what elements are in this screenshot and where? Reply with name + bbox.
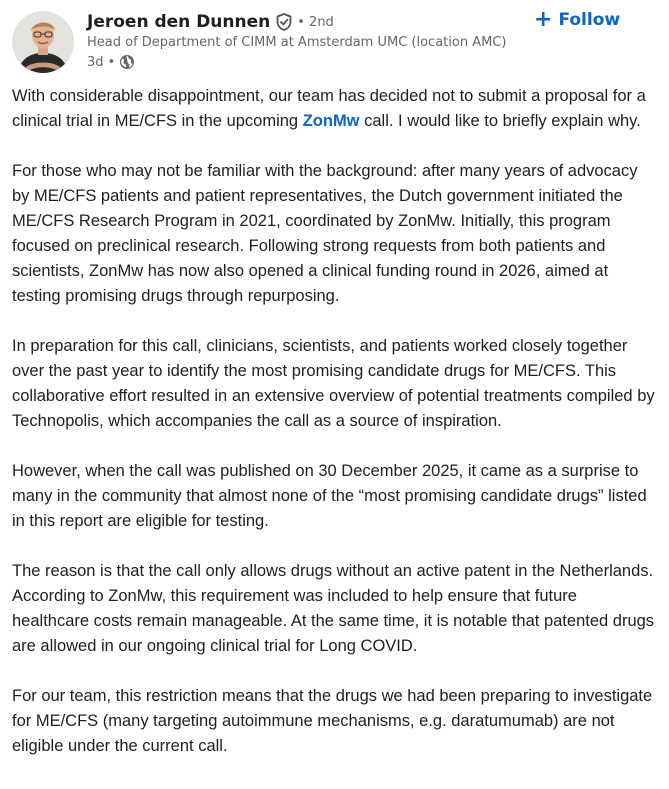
author-headline: Head of Department of CIMM at Amsterdam UMC (location AMC) [87,35,507,50]
follow-button[interactable] [528,6,626,34]
paragraph-1-text-start: With considerable disappointment, our team has decided not to submit a proposal for a clinical trial in ME/CFS in the upcoming [12,87,646,130]
post-paragraph-2: For those who may not be familiar with the background: after many years of advocacy by ME/CFS patients and patient representatives, the Dutch government initiated the ME/CFS Research Program in 2021, coordinated by ZonMw. Initially, this program focused on preclinical research. Following strong requests from both patients and scientists, ZonMw has now also opened a clinical funding round in 2026, aimed at testing promising drugs through repurposing. [12,162,638,305]
post-paragraph-3: In preparation for this call, clinicians, scientists, and patients worked closely together over the past year to identify the most promising candidate drugs for ME/CFS. This collaborative effort resulted in an extensive overview of potential treatments compiled by Technopolis, which accompanies the call as a source of inspiration. [12,337,655,430]
follow-label: Follow [558,10,621,30]
post-body [12,84,657,784]
verified-shield-icon [276,13,292,31]
plus-icon: + [534,7,553,32]
connection-degree: • 2nd [297,14,334,30]
more-options-button[interactable] [627,6,661,34]
post-time: 3d [87,54,104,70]
meta-separator: • [107,54,116,70]
post-meta [87,52,135,72]
post-paragraph-1 [12,84,657,134]
globe-icon [119,54,135,70]
post-paragraph-6: For our team, this restriction means that the drugs we had been preparing to investigate for ME/CFS (many targeting autoimmune mechanisms, e.g. daratumumab) are not eligible under the current call. [12,687,653,755]
post-header [0,0,669,84]
zonmw-link[interactable]: ZonMw [302,112,360,130]
post-paragraph-5: The reason is that the call only allows drugs without an active patent in the Netherlands. According to ZonMw, this requirement was included to help ensure that future healthcare costs remain manageable. At the same time, it is notable that patented drugs are allowed in our ongoing clinical trial for Long COVID. [12,562,655,655]
paragraph-1-text-end: call. I would like to briefly explain why. [359,112,641,130]
author-name[interactable]: Jeroen den Dunnen [87,12,271,32]
avatar[interactable] [12,11,74,73]
author-name-line [87,9,334,35]
post-paragraph-4: However, when the call was published on 30 December 2025, it came as a surprise to many in the community that almost none of the “most promising candidate drugs” listed in this report are eligible for testing. [12,462,647,530]
